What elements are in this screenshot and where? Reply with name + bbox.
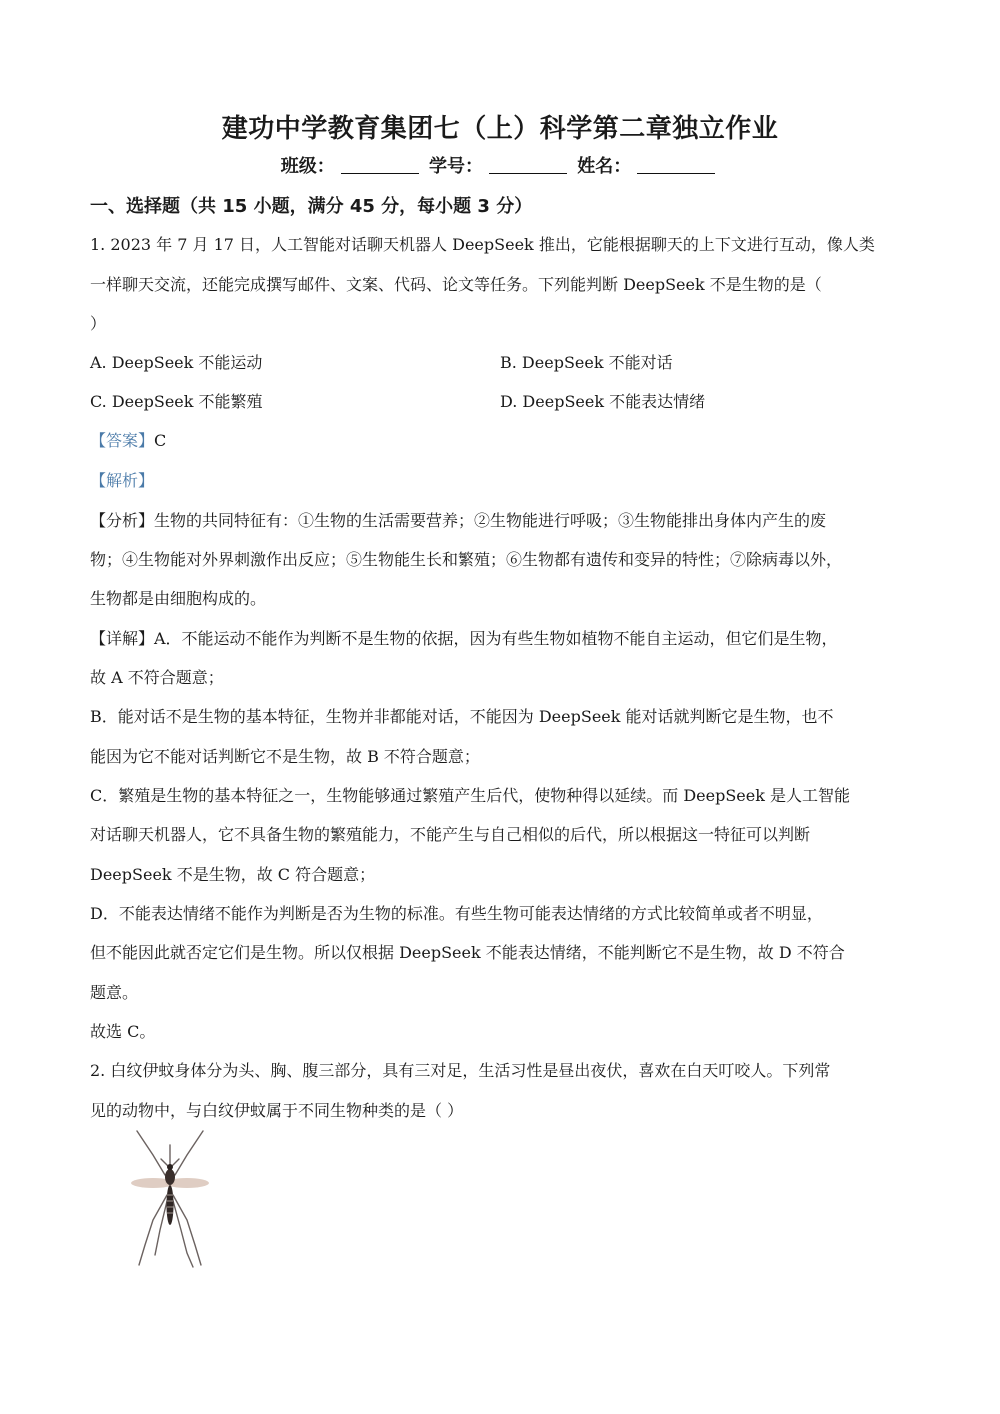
class-label: 班级： — [280, 156, 335, 177]
section-heading: 一、选择题（共 15 小题，满分 45 分，每小题 3 分） — [90, 196, 533, 217]
student-id-label: 学号： — [429, 156, 483, 177]
analysis-tag: 【解析】 — [90, 471, 155, 490]
analysis-line: 能因为它不能对话判断它不是生物，故 B 不符合题意； — [90, 747, 480, 766]
analysis-line: 题意。 — [90, 983, 139, 1002]
analysis-line: B．能对话不是生物的基本特征，生物并非都能对话，不能因为 DeepSeek 能对话就判断它是生物，也不 — [90, 707, 834, 726]
analysis-line: C．繁殖是生物的基本特征之一，生物能够通过繁殖产生后代，使物种得以延续。而 DeepSeek 是人工智能 — [90, 786, 851, 805]
q1-stem-line: 1. 2023 年 7 月 17 日，人工智能对话聊天机器人 DeepSeek 推出，它能根据聊天的上下文进行互动，像人类 — [90, 235, 875, 254]
page-title: 建功中学教育集团七（上）科学第二章独立作业 — [221, 114, 779, 144]
q2-stem-line: 2. 白纹伊蚊身体分为头、胸、腹三部分，具有三对足，生活习性是昼出夜伏，喜欢在白天叮咬人。下列常 — [90, 1061, 831, 1080]
mosquito-illustration — [115, 1125, 225, 1270]
name-label: 姓名： — [577, 156, 632, 177]
analysis-line: 故选 C。 — [90, 1022, 156, 1041]
analysis-line: 但不能因此就否定它们是生物。所以仅根据 DeepSeek 不能表达情绪，不能判断它不是生物，故 D 不符合 — [90, 943, 845, 962]
analysis-line: 物；④生物能对外界刺激作出反应；⑤生物能生长和繁殖；⑥生物都有遗传和变异的特性；⑦除病毒以外， — [90, 550, 843, 569]
q2-stem-line: 见的动物中，与白纹伊蚊属于不同生物种类的是（ ） — [90, 1101, 464, 1120]
q1-option-c: C. DeepSeek 不能繁殖 — [90, 392, 263, 411]
answer-value: C — [154, 431, 167, 450]
analysis-line: 【详解】A．不能运动不能作为判断不是生物的依据，因为有些生物如植物不能自主运动，但它们是生物， — [90, 629, 838, 648]
analysis-line: 【分析】生物的共同特征有：①生物的生活需要营养；②生物能进行呼吸；③生物能排出身体内产生的废 — [90, 511, 827, 530]
class-blank[interactable] — [341, 159, 419, 174]
q1-option-d: D. DeepSeek 不能表达情绪 — [500, 392, 706, 411]
q1-option-b: B. DeepSeek 不能对话 — [500, 353, 673, 372]
analysis-line: 故 A 不符合题意； — [90, 668, 224, 687]
q1-stem-line: ） — [90, 314, 107, 333]
q1-answer — [90, 428, 166, 451]
analysis-line: DeepSeek 不是生物，故 C 符合题意； — [90, 865, 376, 884]
student-id-blank[interactable] — [489, 159, 567, 174]
student-info-row — [0, 152, 1000, 178]
answer-tag: 【答案】 — [90, 431, 155, 450]
q1-option-a: A. DeepSeek 不能运动 — [90, 353, 263, 372]
name-blank[interactable] — [637, 159, 715, 174]
analysis-line: 生物都是由细胞构成的。 — [90, 589, 267, 608]
analysis-line: 对话聊天机器人，它不具备生物的繁殖能力，不能产生与自己相似的后代，所以根据这一特征可以判断 — [90, 825, 811, 844]
q1-stem-line: 一样聊天交流，还能完成撰写邮件、文案、代码、论文等任务。下列能判断 DeepSeek 不是生物的是（ — [90, 275, 822, 294]
analysis-line: D．不能表达情绪不能作为判断是否为生物的标准。有些生物可能表达情绪的方式比较简单或者不明显， — [90, 904, 823, 923]
